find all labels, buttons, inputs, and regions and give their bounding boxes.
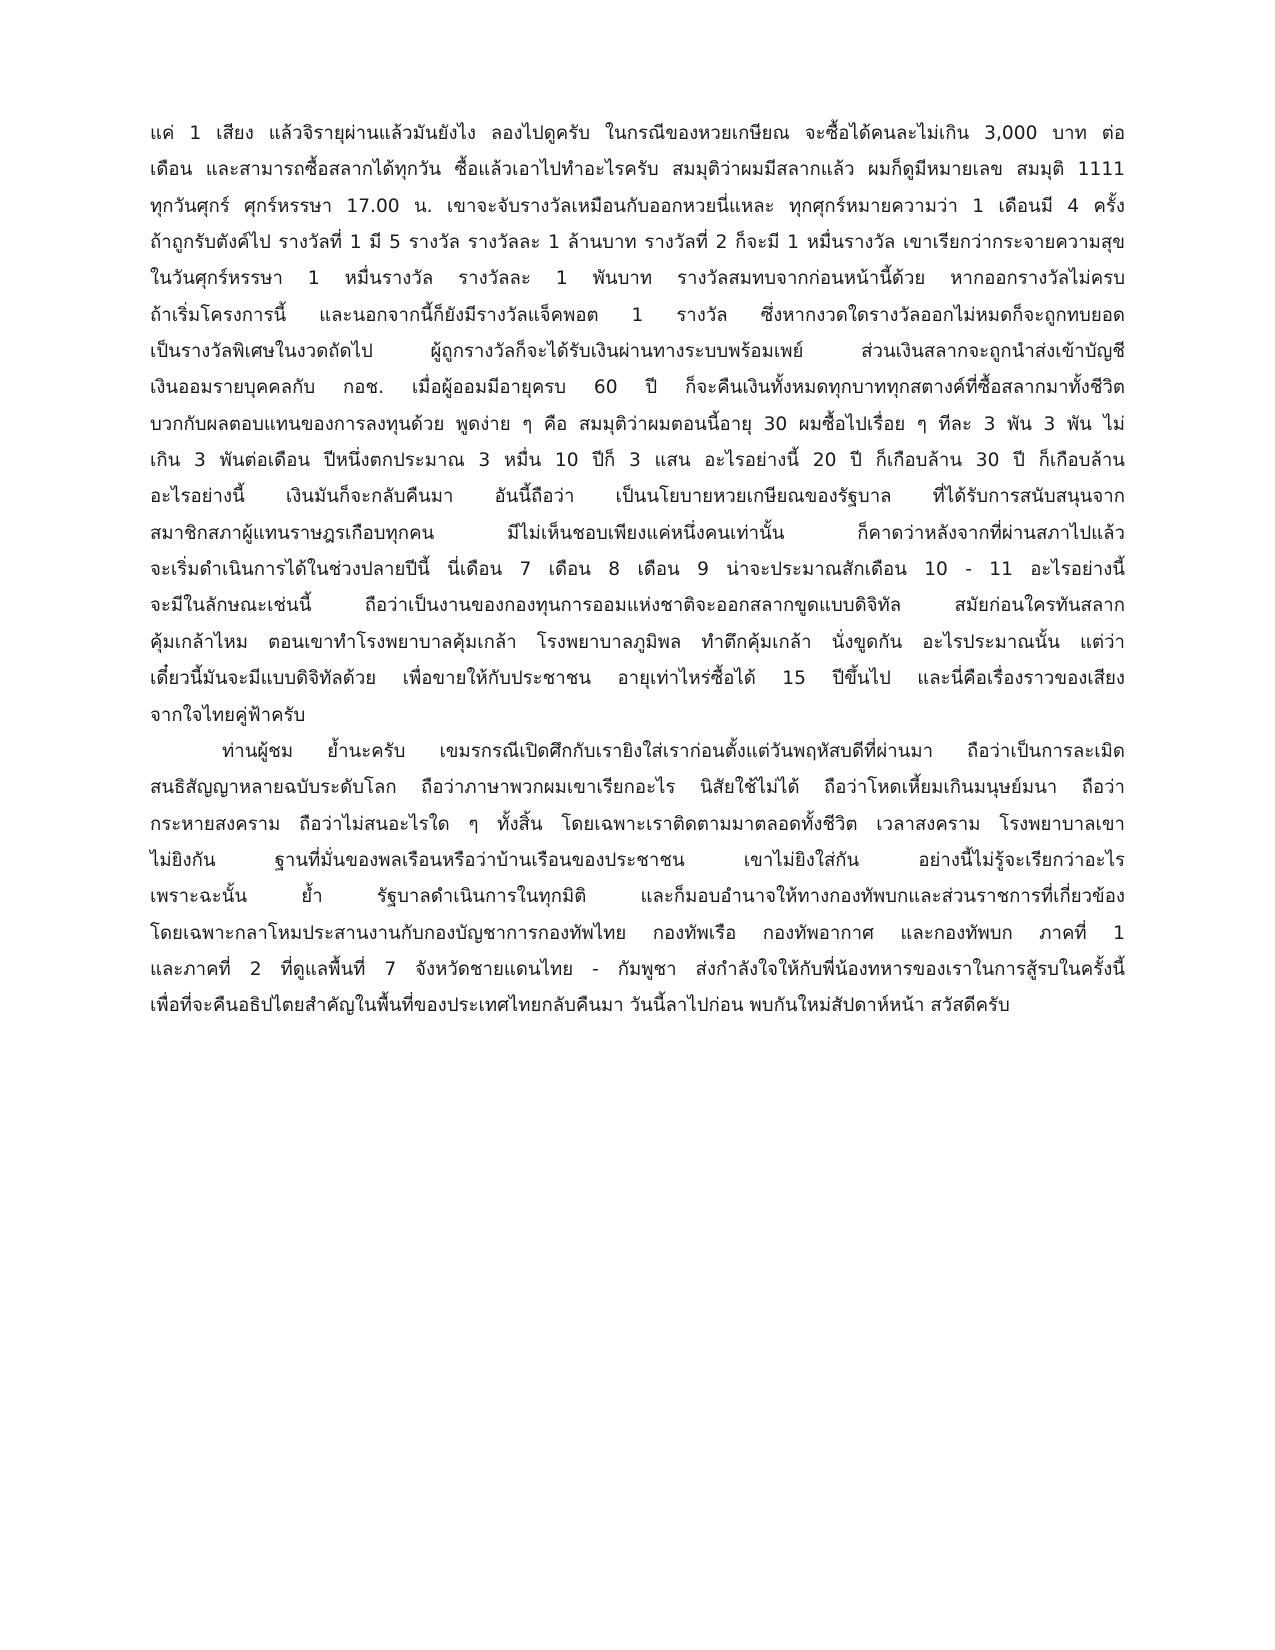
text-line: สนธิสัญญาหลายฉบับระดับโลก ถือว่าภาษาพวกผมเขาเรียกอะไร นิสัยใช้ไม่ได้ ถือว่าโหดเหี้ยมเกินมนุษย์มนา ถือว่า: [150, 777, 1125, 799]
body-text: [150, 116, 1125, 1025]
text-line: จากใจไทยคู่ฟ้าครับ: [150, 704, 306, 726]
text-line: และภาคที่ 2 ที่ดูแลพื้นที่ 7 จังหวัดชายแดนไทย - กัมพูชา ส่งกำลังใจให้กับพี่น้องทหารของเราในการสู้รบในครั้งนี้: [150, 958, 1125, 980]
text-line: ไม่ยิงกัน ฐานที่มั่นของพลเรือนหรือว่าบ้านเรือนของประชาชน เขาไม่ยิงใส่กัน อย่างนี้ไม่รู้จะเรียกว่าอะไร: [150, 849, 1125, 871]
text-line: เป็นรางวัลพิเศษในงวดถัดไป ผู้ถูกรางวัลก็จะได้รับเงินผ่านทางระบบพร้อมเพย์ ส่วนเงินสลากจะถูกนำส่งเข้าบัญชี: [150, 341, 1125, 363]
text-line: จะมีในลักษณะเช่นนี้ ถือว่าเป็นงานของกองทุนการออมแห่งชาติจะออกสลากขูดแบบดิจิทัล สมัยก่อนใครทันสลาก: [150, 595, 1125, 617]
text-line: สมาชิกสภาผู้แทนราษฎรเกือบทุกคน มีไม่เห็นชอบเพียงแค่หนึ่งคนเท่านั้น ก็คาดว่าหลังจากที่ผ่านสภาไปแล้ว: [150, 522, 1125, 544]
text-line: ในวันศุกร์หรรษา 1 หมื่นรางวัล รางวัลละ 1 พันบาท รางวัลสมทบจากก่อนหน้านี้ด้วย หากออกรางวัลไม่ครบ: [150, 268, 1125, 290]
text-line: บวกกับผลตอบแทนของการลงทุนด้วย พูดง่าย ๆ คือ สมมุติว่าผมตอนนี้อายุ 30 ผมซื้อไปเรื่อย ๆ ทีละ 3 พัน 3 พัน ไม่: [150, 413, 1125, 435]
text-line: อะไรอย่างนี้ เงินมันก็จะกลับคืนมา อันนี้ถือว่า เป็นนโยบายหวยเกษียณของรัฐบาล ที่ได้รับการสนับสนุนจาก: [150, 486, 1125, 508]
text-line: เพื่อที่จะคืนอธิปไตยสำคัญในพื้นที่ของประเทศไทยกลับคืนมา วันนี้ลาไปก่อน พบกันใหม่สัปดาห์หน้า สวัสดีครับ: [150, 995, 1010, 1017]
text-line: กระหายสงคราม ถือว่าไม่สนอะไรใด ๆ ทั้งสิ้น โดยเฉพาะเราติดตามมาตลอดทั้งชีวิต เวลาสงคราม โรงพยาบาลเขา: [150, 813, 1125, 835]
paragraph-start-line: ท่านผู้ชม ย้ำนะครับ เขมรกรณีเปิดศึกกับเรายิงใส่เราก่อนตั้งแต่วันพฤหัสบดีที่ผ่านมา ถือว่าเป็นการละเมิด: [222, 740, 1125, 762]
text-line: จะเริ่มดำเนินการได้ในช่วงปลายปีนี้ นี่เดือน 7 เดือน 8 เดือน 9 น่าจะประมาณสักเดือน 10 - 11 อะไรอย่างนี้: [150, 559, 1125, 581]
text-line: คุ้มเกล้าไหม ตอนเขาทำโรงพยาบาลคุ้มเกล้า โรงพยาบาลภูมิพล ทำตึกคุ้มเกล้า นั่งขูดกัน อะไรประมาณนั้น แต่ว่า: [150, 631, 1125, 653]
text-line: โดยเฉพาะกลาโหมประสานงานกับกองบัญชาการกองทัพไทย กองทัพเรือ กองทัพอากาศ และกองทัพบก ภาคที่ 1: [150, 922, 1125, 944]
text-line: แค่ 1 เสียง แล้วจิรายุผ่านแล้วมันยังไง ลองไปดูครับ ในกรณีของหวยเกษียณ จะซื้อได้คนละไม่เกิน 3,000 บาท ต่อ: [150, 123, 1125, 144]
text-line: เพราะฉะนั้น ย้ำ รัฐบาลดำเนินการในทุกมิติ และก็มอบอำนาจให้ทางกองทัพบกและส่วนราชการที่เกี่ยวข้อง: [150, 886, 1125, 908]
text-line: เดือน และสามารถซื้อสลากได้ทุกวัน ซื้อแล้วเอาไปทำอะไรครับ สมมุติว่าผมมีสลากแล้ว ผมก็ดูมีหมายเลข สมมุติ 1111: [150, 159, 1125, 181]
text-line: ทุกวันศุกร์ ศุกร์หรรษา 17.00 น. เขาจะจับรางวัลเหมือนกับออกหวยนี่แหละ ทุกศุกร์หมายความว่า 1 เดือนมี 4 ครั้ง: [150, 195, 1125, 217]
text-line: ถ้าเริ่มโครงการนี้ และนอกจากนี้ก็ยังมีรางวัลแจ็คพอต 1 รางวัล ซึ่งหากงวดใดรางวัลออกไม่หมดก็จะถูกทบยอด: [150, 304, 1125, 326]
text-line: ถ้าถูกรับตังค์ไป รางวัลที่ 1 มี 5 รางวัล รางวัลละ 1 ล้านบาท รางวัลที่ 2 ก็จะมี 1 หมื่นรางวัล เขาเรียกว่ากระจายความสุข: [150, 232, 1125, 254]
text-line: เงินออมรายบุคคลกับ กอช. เมื่อผู้ออมมีอายุครบ 60 ปี ก็จะคืนเงินทั้งหมดทุกบาททุกสตางค์ที่ซื้อสลากมาทั้งชีวิต: [150, 377, 1125, 399]
text-line: เดี๋ยวนี้มันจะมีแบบดิจิทัลด้วย เพื่อขายให้กับประชาชน อายุเท่าไหร่ซื้อได้ 15 ปีขึ้นไป และนี่คือเรื่องราวของเสียง: [150, 668, 1125, 690]
text-line: เกิน 3 พันต่อเดือน ปีหนึ่งตกประมาณ 3 หมื่น 10 ปีก็ 3 แสน อะไรอย่างนี้ 20 ปี ก็เกือบล้าน 30 ปี ก็เกือบล้าน: [150, 450, 1125, 472]
